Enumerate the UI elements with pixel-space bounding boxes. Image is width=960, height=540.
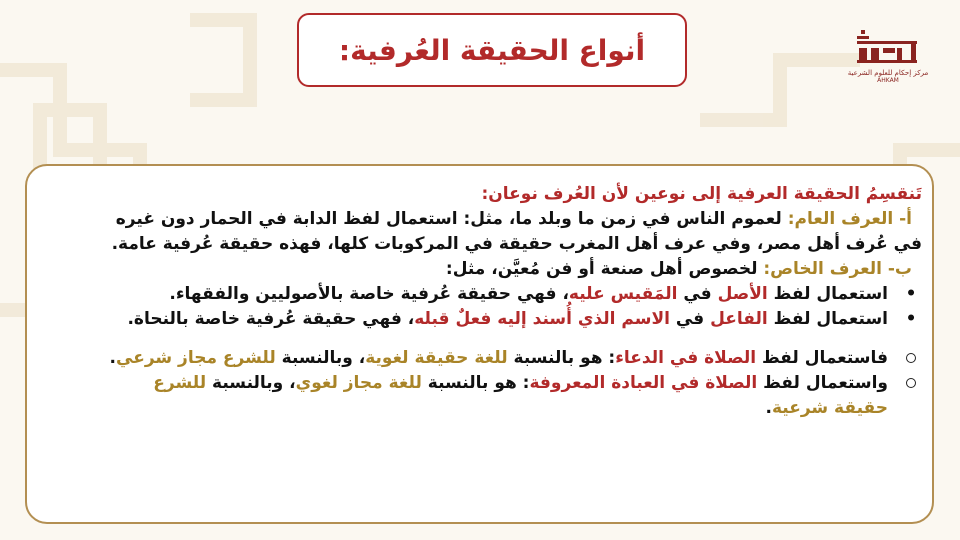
intro-line <box>38 182 922 207</box>
logo-subtitle: مركز إحكام للعلوم الشرعية <box>847 69 929 77</box>
example-text: : هو بالنسبة <box>507 348 616 368</box>
slide-title: أنواع الحقيقة العُرفية: <box>338 33 646 67</box>
example-item <box>38 371 922 421</box>
bullet-dot-icon: • <box>905 284 917 304</box>
example-highlight: حقيقة شرعية <box>771 398 888 418</box>
list-item-text: في <box>675 309 705 329</box>
example-text: . <box>765 398 772 418</box>
list-item-text: استعمال لفظ <box>773 309 888 329</box>
list-item-text: ، فهي حقيقة عُرفية خاصة بالنحاة. <box>127 309 415 329</box>
general-custom-line <box>38 207 922 232</box>
example-item <box>38 346 922 371</box>
list-item-text: استعمال لفظ <box>773 284 888 304</box>
example-text: . <box>109 348 117 368</box>
list-item <box>38 307 922 332</box>
general-custom-text: لعموم الناس في زمن ما وبلد ما، مثل: استعمال لفظ الدابة في الحمار دون غيره <box>115 209 788 229</box>
bullet-dot-icon: • <box>905 309 917 329</box>
example-highlight: للغة مجاز لغوي <box>295 373 422 393</box>
list-item <box>38 282 922 307</box>
logo-mark-icon <box>853 28 923 68</box>
list-item-keyword: الأصل <box>711 284 774 304</box>
example-keyword: الصلاة في العبادة المعروفة <box>529 373 764 393</box>
list-item-text: ، فهي حقيقة عُرفية خاصة بالأصوليين والفقهاء. <box>169 284 569 304</box>
general-custom-line-2 <box>38 232 922 257</box>
slide-body <box>38 182 922 421</box>
list-item-text: في <box>683 284 712 304</box>
hollow-circle-bullet-icon <box>900 371 922 396</box>
list-item-keyword: المَقيس عليه <box>568 284 684 304</box>
example-text: واستعمال لفظ <box>763 373 888 393</box>
general-custom-text-2: في عُرف أهل مصر، وفي عرف أهل المغرب حقيقة في المركوبات كلها، فهذه حقيقة عُرفية عامة. <box>111 234 922 254</box>
ahkam-logo <box>846 28 930 94</box>
logo-subtitle-latin: AHKAM <box>877 77 899 84</box>
example-text: ، وبالنسبة <box>275 348 366 368</box>
example-text: فاستعمال لفظ <box>761 348 888 368</box>
example-keyword: الصلاة في الدعاء <box>615 348 762 368</box>
example-highlight: للشرع <box>153 373 207 393</box>
example-text: ، وبالنسبة <box>206 373 296 393</box>
example-text: : هو بالنسبة <box>421 373 530 393</box>
list-item-keyword: الاسم الذي أُسند إليه فعلٌ قبله <box>414 309 676 329</box>
slide-title-box <box>297 13 687 87</box>
intro-rest: لأن العُرف نوعان: <box>481 184 635 204</box>
list-item-keyword: الفاعل <box>704 309 774 329</box>
special-custom-label: ب- العرف الخاص: <box>763 259 912 279</box>
hollow-circle-bullet-icon <box>900 346 922 371</box>
intro-highlight: تَنقسِمُ الحقيقة العرفية إلى نوعين <box>634 184 922 204</box>
example-highlight: للشرع مجاز شرعي <box>116 348 276 368</box>
general-custom-label: أ- العرف العام: <box>787 209 912 229</box>
example-highlight: للغة حقيقة لغوية <box>365 348 508 368</box>
special-custom-line <box>38 257 922 282</box>
special-custom-text: لخصوص أهل صنعة أو فن مُعيَّن، مثل: <box>445 259 764 279</box>
